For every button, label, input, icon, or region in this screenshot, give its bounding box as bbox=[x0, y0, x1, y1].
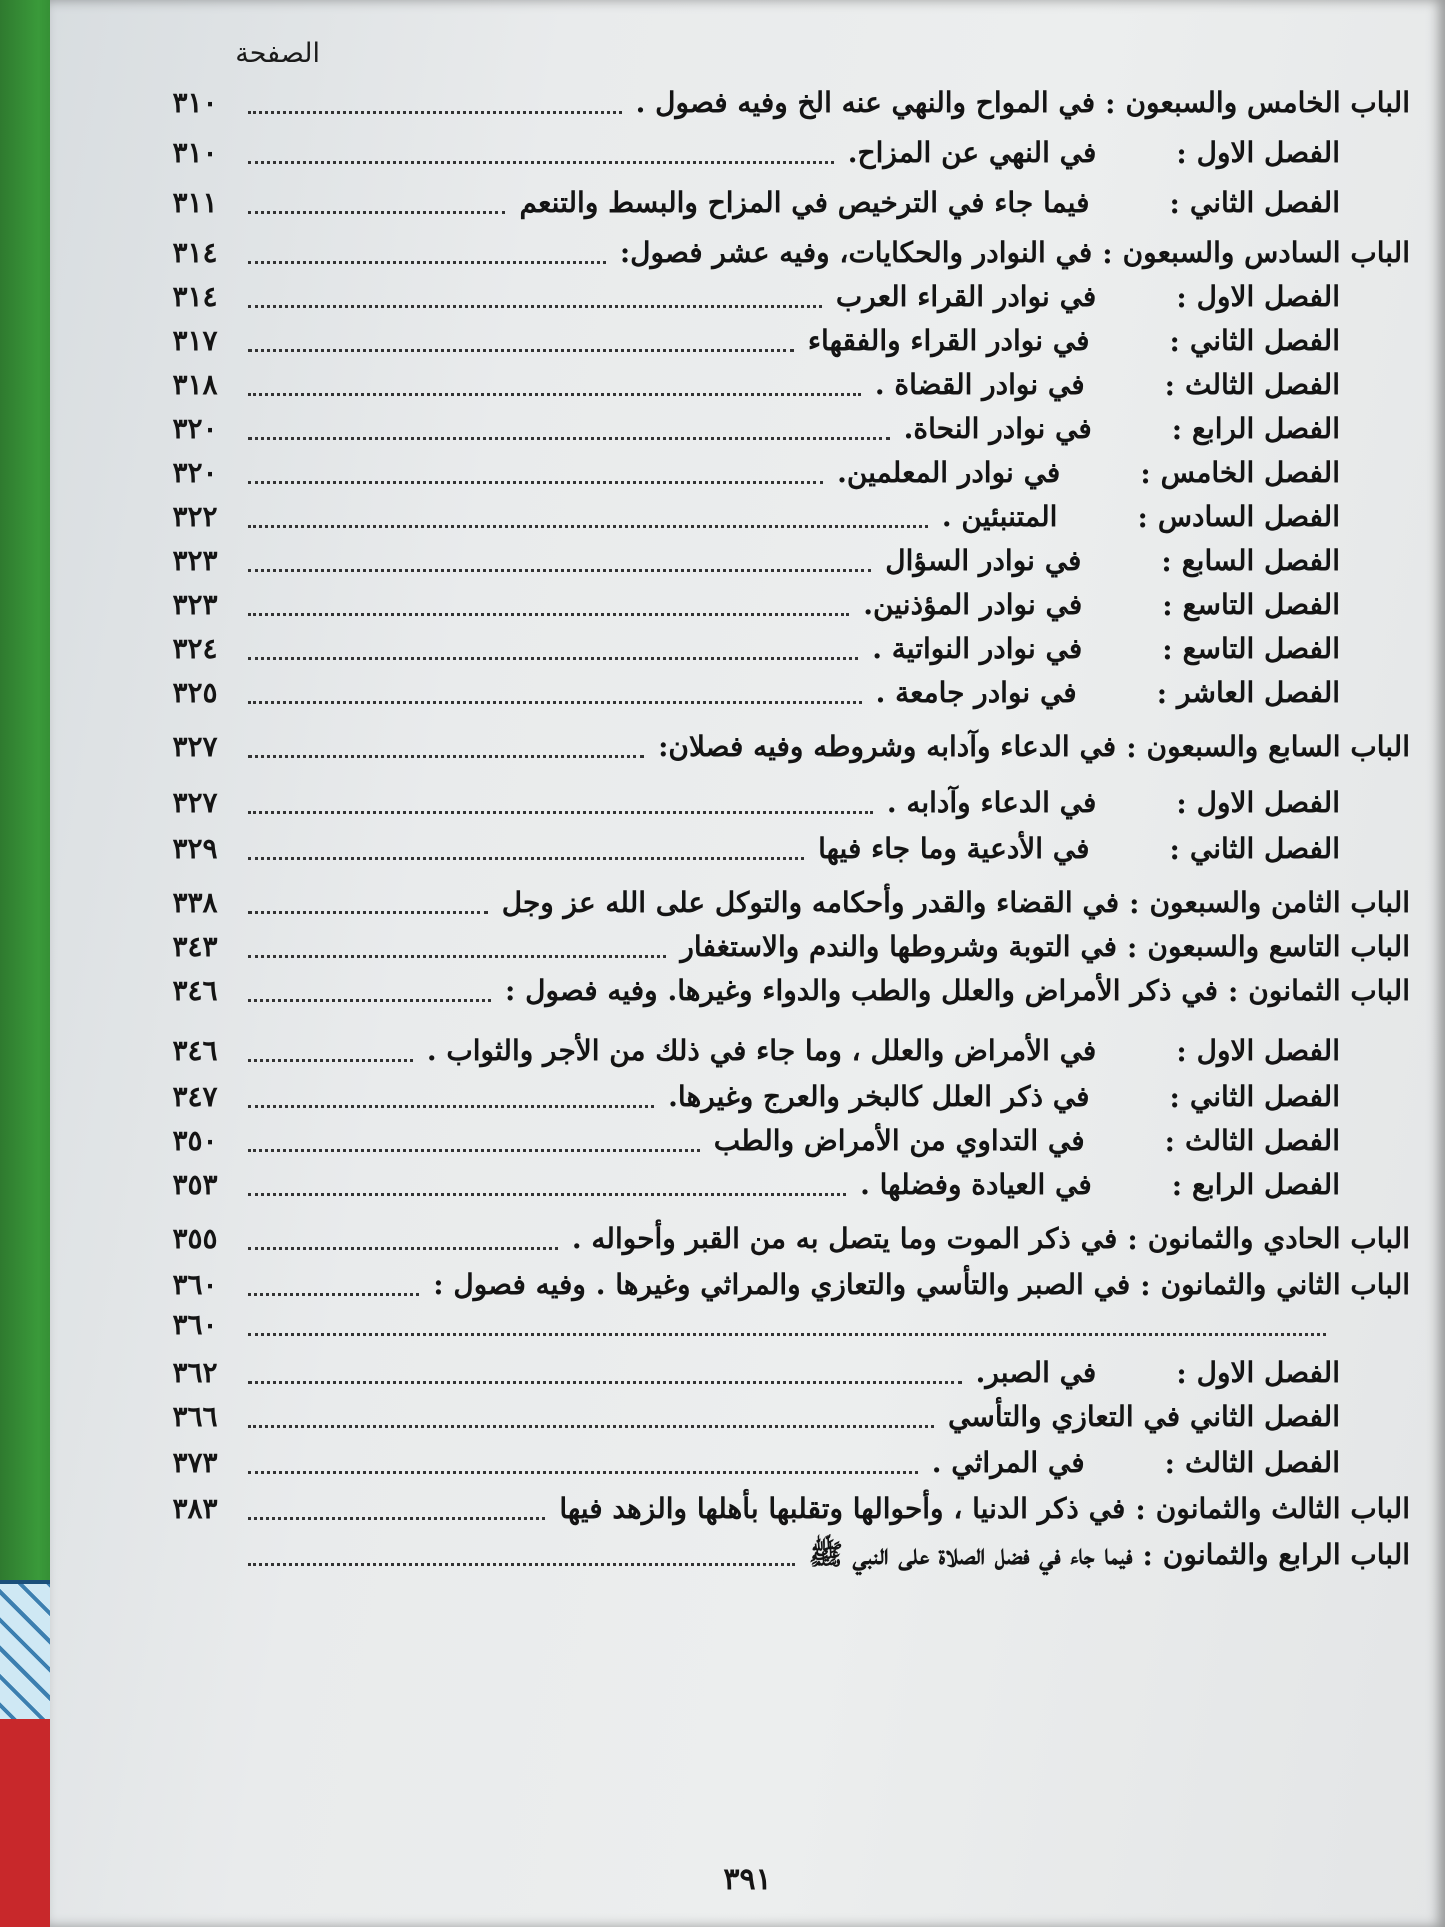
toc-entry-title: الفصل الثاني bbox=[1189, 832, 1340, 865]
toc-entry-page: ٣٤٦ bbox=[172, 974, 218, 1007]
toc-entry-description: في نوادر النواتية . bbox=[872, 632, 1083, 665]
toc-entry-title: الفصل العاشر bbox=[1177, 676, 1340, 709]
toc-entry-description: في نوادر جامعة . bbox=[875, 676, 1077, 709]
toc-entry-page: ٣٢٢ bbox=[172, 500, 218, 533]
toc-dot-leader bbox=[248, 1332, 1326, 1336]
toc-entry-title: الباب الخامس والسبعون bbox=[1125, 86, 1410, 119]
toc-entry-separator: : bbox=[1162, 633, 1173, 666]
toc-entry-separator: : bbox=[1127, 1223, 1138, 1256]
toc-entry-separator: : bbox=[1176, 787, 1187, 820]
toc-entry-description: في ذكر العلل كالبخر والعرج وغيرها. bbox=[668, 1080, 1090, 1113]
toc-entry bbox=[160, 1290, 1410, 1342]
toc-entry bbox=[160, 1382, 1410, 1434]
toc-entry-title: الفصل الاول bbox=[1196, 136, 1340, 169]
toc-dot-leader bbox=[248, 1562, 795, 1566]
toc-entry bbox=[160, 658, 1410, 710]
toc-entry-title: الفصل الاول bbox=[1196, 1034, 1340, 1067]
toc-entry-description: في نوادر المؤذنين. bbox=[863, 588, 1083, 621]
toc-entry-description: في الأمراض والعلل ، وما جاء في ذلك من الأجر والثواب . bbox=[426, 1034, 1097, 1067]
toc-entry-title: الباب السادس والسبعون bbox=[1122, 236, 1410, 269]
toc-entry-page: ٣١٨ bbox=[172, 368, 218, 401]
toc-entry-separator: : bbox=[1156, 677, 1168, 710]
toc-entry-page: ٣٢٠ bbox=[172, 456, 218, 489]
toc-entry-page: ٣٢٤ bbox=[172, 632, 218, 665]
toc-entry-description: في القضاء والقدر وأحكامه والتوكل على الله عز وجل bbox=[501, 886, 1120, 919]
toc-entry-separator: : bbox=[1169, 187, 1180, 220]
toc-entry bbox=[160, 1428, 1410, 1480]
toc-entry-separator: : bbox=[1127, 931, 1138, 964]
toc-entry-title: الباب الثامن والسبعون bbox=[1149, 886, 1410, 919]
toc-entry-page: ٣١٤ bbox=[172, 280, 218, 313]
toc-entry-page: ٣٢٠ bbox=[172, 412, 218, 445]
toc-entry bbox=[160, 956, 1410, 1008]
toc-entry-page: ٣٦٦ bbox=[172, 1400, 218, 1433]
toc-entry-separator: : bbox=[1140, 457, 1151, 490]
toc-entry-separator: : bbox=[1126, 731, 1137, 764]
toc-entry bbox=[160, 118, 1410, 170]
toc-entry-page: ٣٧٣ bbox=[172, 1446, 218, 1479]
toc-entry-description: فيما جاء في الترخيص في المزاح والبسط والتنعم bbox=[519, 186, 1090, 219]
toc-entry-title: الفصل التاسع bbox=[1182, 588, 1340, 621]
toc-entry-page: ٣٣٨ bbox=[172, 886, 218, 919]
toc-dot-leader bbox=[248, 700, 862, 704]
toc-entry-page: ٣٥٥ bbox=[172, 1222, 218, 1255]
toc-entry bbox=[160, 1520, 1410, 1572]
page-column-header: الصفحة bbox=[235, 38, 320, 69]
toc-entry-description: في نوادر القراء العرب bbox=[835, 280, 1097, 313]
toc-entry-title: الفصل التاسع bbox=[1182, 632, 1340, 665]
toc-entry-page: ٣٢٧ bbox=[172, 786, 218, 819]
toc-dot-leader bbox=[248, 160, 834, 164]
page-number: ٣٩١ bbox=[723, 1862, 772, 1897]
toc-entry-description: في ذكر الأمراض والعلل والطب والدواء وغيرها. وفيه فصول : bbox=[505, 974, 1218, 1007]
toc-dot-leader bbox=[248, 856, 804, 860]
toc-entry-description: في التوبة وشروطها والندم والاستغفار bbox=[680, 930, 1118, 963]
toc-entry-title: الفصل الرابع bbox=[1192, 1168, 1340, 1201]
toc-entry-description: في نوادر القضاة . bbox=[874, 368, 1085, 401]
book-page bbox=[50, 0, 1445, 1927]
toc-entry-separator: : bbox=[1164, 1125, 1175, 1158]
toc-entry-description: في نوادر المعلمين. bbox=[837, 456, 1061, 489]
toc-entry-page: ٣٢٩ bbox=[172, 832, 218, 865]
toc-entry-title: الفصل الثالث bbox=[1184, 1446, 1340, 1479]
toc-entry-page: ٣٢٥ bbox=[172, 676, 218, 709]
toc-entry-separator: : bbox=[1135, 1493, 1146, 1526]
toc-entry-description: في التداوي من الأمراض والطب bbox=[713, 1124, 1085, 1157]
toc-entry-title: الفصل السابع bbox=[1181, 544, 1340, 577]
toc-entry-description: في ذكر الموت وما يتصل به من القبر وأحواله . bbox=[571, 1222, 1118, 1255]
toc-entry bbox=[160, 1474, 1410, 1526]
toc-entry-description: في ذكر الدنيا ، وأحوالها وتقلبها بأهلها والزهد فيها bbox=[559, 1492, 1126, 1525]
toc-dot-leader bbox=[248, 110, 622, 114]
toc-dot-leader bbox=[248, 210, 505, 214]
toc-entry-page: ٣١٠ bbox=[172, 86, 218, 119]
toc-entry-title: الفصل الثالث bbox=[1184, 1124, 1340, 1157]
toc-entry-page: ٣٤٦ bbox=[172, 1034, 218, 1067]
toc-entry-description: في نوادر السؤال bbox=[885, 544, 1082, 577]
toc-entry bbox=[160, 168, 1410, 220]
toc-entry-page: ٣٥٣ bbox=[172, 1168, 218, 1201]
toc-entry-page: ٣٤٧ bbox=[172, 1080, 218, 1113]
toc-entry-title: الفصل الخامس bbox=[1160, 456, 1340, 489]
toc-entry-page: ٣٢٣ bbox=[172, 588, 218, 621]
toc-entry bbox=[160, 1204, 1410, 1256]
toc-entry-separator: : bbox=[1162, 589, 1173, 622]
toc-entry-title: الباب الحادي والثمانون bbox=[1147, 1222, 1410, 1255]
toc-entry-separator: : bbox=[1105, 87, 1116, 120]
toc-entry-description: في نوادر النحاة. bbox=[903, 412, 1092, 445]
toc-entry-separator: : bbox=[1171, 413, 1183, 446]
toc-entry-title: الفصل الاول bbox=[1196, 1356, 1340, 1389]
toc-entry-description: في الأدعية وما جاء فيها bbox=[818, 832, 1090, 865]
toc-entry-description: في الدعاء وآدابه . bbox=[886, 786, 1097, 819]
toc-entry bbox=[160, 1016, 1410, 1068]
toc-entry-page: ٣٦٠ bbox=[172, 1308, 218, 1341]
toc-entry-separator: : bbox=[1129, 887, 1140, 920]
toc-entry-page: ٣٨٣ bbox=[172, 1492, 218, 1525]
toc-entry-title: الفصل الاول bbox=[1196, 786, 1340, 819]
toc-entry-title: الفصل السادس bbox=[1157, 500, 1340, 533]
toc-entry-separator: : bbox=[1176, 1035, 1187, 1068]
toc-entry-page: ٣١٤ bbox=[172, 236, 218, 269]
toc-dot-leader bbox=[248, 1192, 846, 1196]
toc-entry-page: ٣١٧ bbox=[172, 324, 218, 357]
toc-entry-page: ٣٥٠ bbox=[172, 1124, 218, 1157]
toc-entry-separator: : bbox=[1161, 545, 1172, 578]
toc-dot-leader bbox=[248, 998, 491, 1002]
toc-entry-page: ٣٢٧ bbox=[172, 730, 218, 763]
toc-entry-separator: : bbox=[1176, 281, 1187, 314]
toc-entry-title: الباب الثاني والثمانون bbox=[1160, 1268, 1410, 1301]
toc-entry-description: في الصبر. bbox=[975, 1356, 1097, 1389]
toc-entry-description: فيما جاء في فضل الصلاة على النبي ﷺ bbox=[808, 1538, 1133, 1571]
toc-entry-title: الباب السابع والسبعون bbox=[1146, 730, 1410, 763]
toc-entry bbox=[160, 814, 1410, 866]
toc-entry-separator: : bbox=[1176, 137, 1187, 170]
toc-entry-page: ٣٦٢ bbox=[172, 1356, 218, 1389]
toc-entry-description: في المراثي . bbox=[931, 1446, 1085, 1479]
toc-entry bbox=[160, 1150, 1410, 1202]
toc-entry-title: الفصل الثاني bbox=[1189, 186, 1340, 219]
toc-entry-description: في النهي عن المزاح. bbox=[847, 136, 1097, 169]
toc-entry-title: الفصل الثالث bbox=[1184, 368, 1340, 401]
toc-entry-separator: : bbox=[1142, 1539, 1153, 1572]
toc-entry-page: ٣٤٣ bbox=[172, 930, 218, 963]
toc-entry-description: في الصبر والتأسي والتعازي والمراثي وغيرها . وفيه فصول : bbox=[433, 1268, 1131, 1301]
toc-entry-description: في الدعاء وآدابه وشروطه وفيه فصلان: bbox=[658, 730, 1117, 763]
toc-entry bbox=[160, 68, 1410, 120]
toc-entry bbox=[160, 768, 1410, 820]
toc-entry-title: الفصل الرابع bbox=[1192, 412, 1340, 445]
toc-entry-title: الفصل الثاني bbox=[1189, 324, 1340, 357]
toc-entry bbox=[160, 712, 1410, 764]
toc-entry-separator: : bbox=[1176, 1357, 1187, 1390]
toc-entry-page: ٣١١ bbox=[172, 186, 218, 219]
toc-entry-description: في النوادر والحكايات، وفيه عشر فصول: bbox=[619, 236, 1093, 269]
toc-entry-description: في المواح والنهي عنه الخ وفيه فصول . bbox=[635, 86, 1096, 119]
toc-entry-separator: : bbox=[1171, 1169, 1183, 1202]
toc-entry-separator: : bbox=[1164, 1447, 1175, 1480]
toc-entry-title: الفصل الثاني bbox=[1189, 1080, 1340, 1113]
toc-entry-title: الباب الثالث والثمانون bbox=[1155, 1492, 1410, 1525]
toc-entry-separator: : bbox=[1140, 1269, 1151, 1302]
toc-entry-title: الفصل الاول bbox=[1196, 280, 1340, 313]
toc-entry-separator: : bbox=[1227, 975, 1239, 1008]
toc-entry-separator: : bbox=[1169, 833, 1180, 866]
toc-entry-title: الباب التاسع والسبعون bbox=[1147, 930, 1410, 963]
toc-entry-separator: : bbox=[1164, 369, 1175, 402]
toc-entry-description: المتنبئين . bbox=[941, 500, 1058, 533]
toc-dot-leader bbox=[248, 754, 644, 758]
toc-entry-description: في العيادة وفضلها . bbox=[860, 1168, 1092, 1201]
toc-entry-description: في نوادر القراء والفقهاء bbox=[807, 324, 1090, 357]
toc-entry-title: الفصل الثاني في التعازي والتأسي bbox=[948, 1400, 1340, 1433]
toc-entry-page: ٣١٠ bbox=[172, 136, 218, 169]
toc-entry-separator: : bbox=[1102, 237, 1113, 270]
toc-entry-separator: : bbox=[1169, 1081, 1180, 1114]
toc-entry-separator: : bbox=[1137, 501, 1148, 534]
toc-entry-page: ٣٦٠ bbox=[172, 1268, 218, 1301]
toc-entry-title: الباب الثمانون bbox=[1248, 974, 1410, 1007]
toc-entry-page: ٣٢٣ bbox=[172, 544, 218, 577]
toc-entry-separator: : bbox=[1169, 325, 1180, 358]
toc-entry-title: الباب الرابع والثمانون bbox=[1162, 1538, 1410, 1571]
